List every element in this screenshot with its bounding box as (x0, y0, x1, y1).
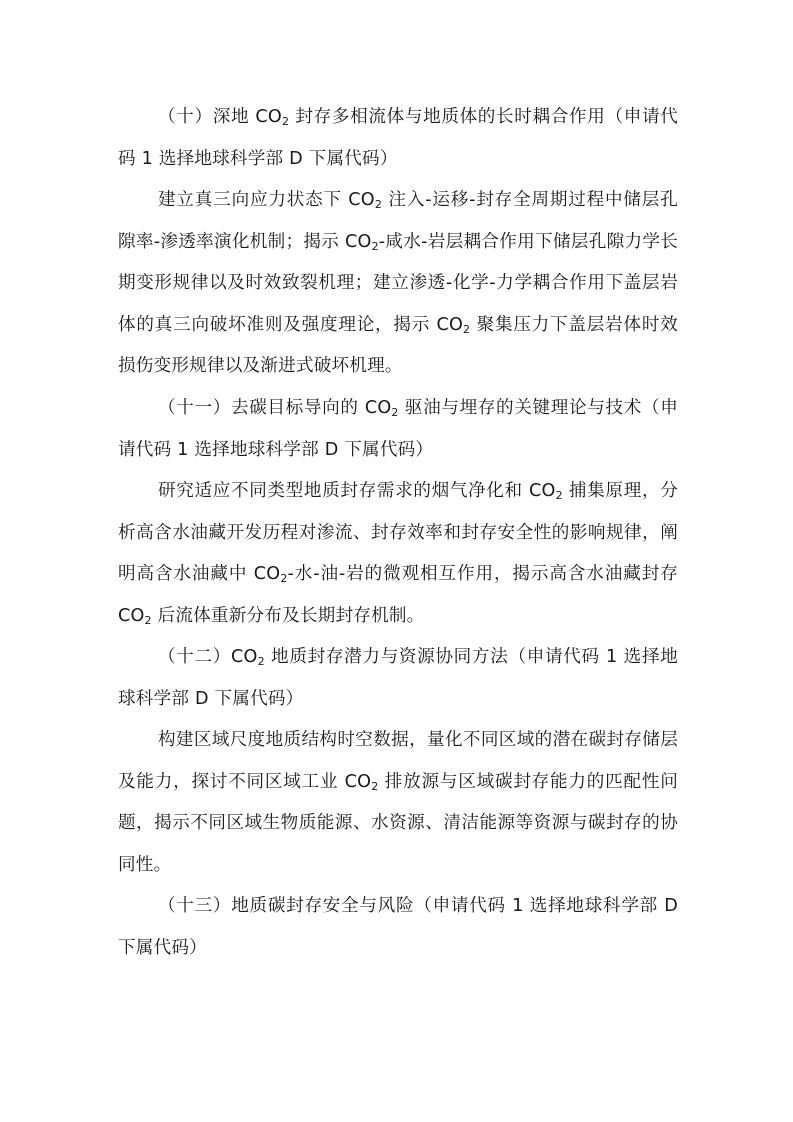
co2-subscript: 2 (257, 655, 265, 668)
co2-subscript: 2 (144, 613, 152, 627)
section-12-body-text-1: 构建区域尺度地质结构时空数据，量化不同区域的潜在碳封存储层及能力，探讨不同区域工业 CO (118, 730, 678, 792)
section-12-body-text-2: 排放源与区域碳封存能力的匹配性问题，揭示不同区域生物质能源、水资源、清洁能源等资源与碳封存的协同性。 (118, 771, 679, 875)
section-11-body-text-2: 捕集原理，分析高含水油藏开发历程对渗流、封存效率和封存安全性的影响规律，阐明高含水油藏中 CO (118, 481, 678, 585)
section-11-body-text-4: 后流体重新分布及长期封存机制。 (151, 605, 425, 626)
co2-subscript: 2 (280, 572, 288, 586)
co2-subscript: 2 (463, 322, 471, 336)
section-12-heading (118, 637, 678, 720)
section-10-body-text-3: -咸水-岩层耦合作用下储层孔隙力学长期变形规律以及时效致裂机理；建立渗透-化学-力学耦合作用下盖层岩体的真三向破坏准则及强度理论，揭示 CO (118, 231, 678, 335)
co2-subscript: 2 (391, 406, 399, 419)
section-12-body (118, 720, 678, 886)
co2-subscript: 2 (555, 489, 563, 502)
section-12-heading-text: （十二）CO (158, 647, 258, 667)
section-10-body-text-2: 注入-运移-封存全周期过程中储层孔隙率-渗透率演化机制；揭示 CO (118, 190, 678, 252)
section-11-heading-text: （十一）去碳目标导向的 CO (158, 398, 392, 418)
section-11-body-text-3: -水-油-岩的微观相互作用，揭示高含水油藏封存 CO (118, 564, 678, 626)
section-11-body (118, 471, 678, 637)
section-10-body-text-1: 建立真三向应力状态下 CO (158, 190, 375, 210)
section-12-heading-text-rest: 地质封存潜力与资源协同方法（申请代码 1 选择地球科学部 D 下属代码） (118, 647, 678, 709)
section-10-heading (118, 97, 678, 180)
section-10-heading-text: （十）深地 CO (158, 107, 282, 127)
section-10-heading-text-rest: 封存多相流体与地质体的长时耦合作用（申请代码 1 选择地球科学部 D 下属代码） (118, 107, 678, 169)
section-11-heading (118, 388, 678, 471)
section-11-heading-text-rest: 驱油与埋存的关键理论与技术（申请代码 1 选择地球科学部 D 下属代码） (118, 398, 678, 460)
section-13-heading: （十三）地质碳封存安全与风险（申请代码 1 选择地球科学部 D 下属代码） (118, 896, 678, 958)
co2-subscript: 2 (374, 198, 383, 211)
co2-subscript: 2 (371, 779, 379, 793)
section-11-body-text-1: 研究适应不同类型地质封存需求的烟气净化和 CO (158, 481, 556, 501)
co2-subscript: 2 (371, 239, 379, 253)
co2-subscript: 2 (281, 115, 290, 128)
section-10-body-text-4: 聚集压力下盖层岩体时效损伤变形规律以及渐进式破坏机理。 (118, 314, 678, 377)
section-10-body (118, 180, 678, 388)
